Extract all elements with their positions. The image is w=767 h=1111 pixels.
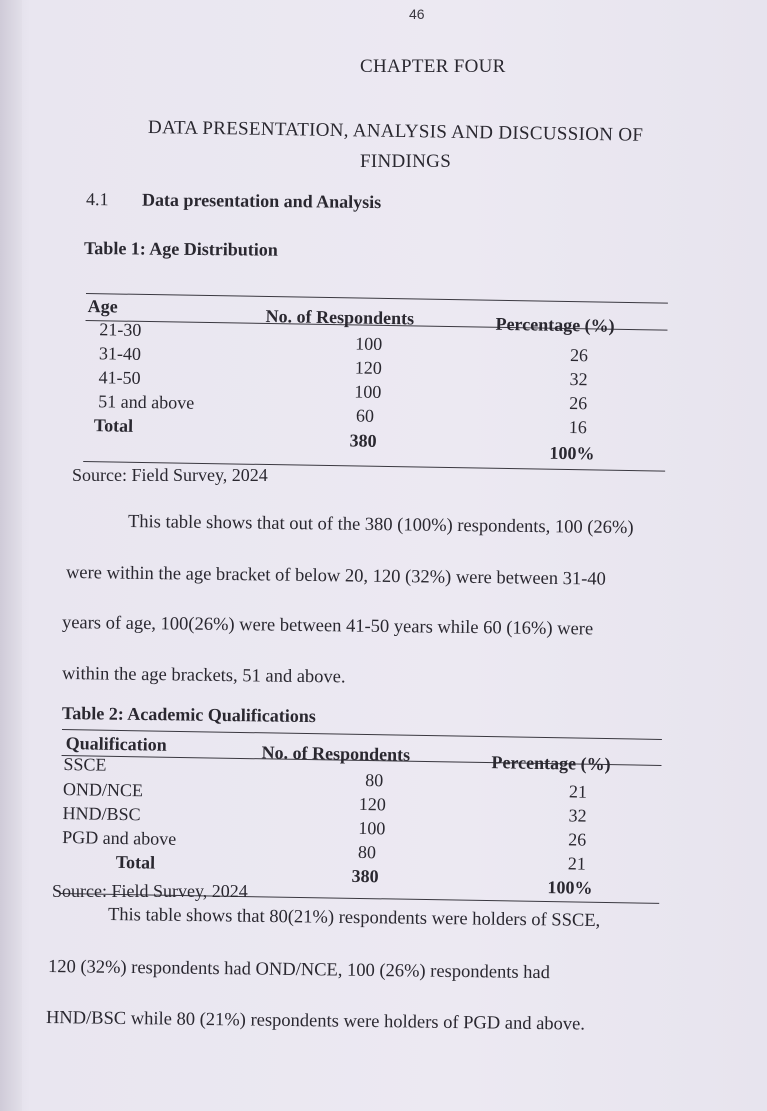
table2-row2-count: 120 — [358, 793, 386, 815]
table2-row3-qualification: HND/BSC — [62, 803, 141, 825]
page-binding-edge — [0, 0, 22, 1111]
table2-source: Source: Field Survey, 2024 — [52, 881, 248, 901]
table2-row3-pct: 26 — [568, 829, 587, 850]
paragraph2-line2: 120 (32%) respondents had OND/NCE, 100 (26%) respondents had — [47, 957, 551, 984]
table1-row4-age: 51 and above — [98, 391, 195, 413]
table1-caption: Table 1: Age Distribution — [83, 238, 278, 260]
table2-row1-pct: 21 — [568, 781, 588, 802]
table1-row2-pct: 32 — [569, 369, 588, 390]
table2-header-qualification: Qualification — [65, 733, 167, 755]
table2-row1-count: 80 — [365, 770, 384, 791]
table1-row2-count: 120 — [354, 357, 382, 378]
table1-row4-pct: 16 — [568, 417, 588, 438]
paragraph1-line2: were within the age bracket of below 20, 120 (32%) were between 31-40 — [65, 563, 606, 590]
section-heading — [86, 189, 381, 213]
table2-row2-qualification: OND/NCE — [62, 779, 144, 801]
section-title: Data presentation and Analysis — [141, 189, 382, 213]
table1-header-percentage: Percentage (%) — [495, 313, 615, 336]
table1-row4-count: 60 — [355, 405, 375, 426]
table1-row3-age: 41-50 — [98, 367, 141, 388]
table2-row1-qualification: SSCE — [63, 754, 107, 775]
table1-row1-age: 21-30 — [99, 319, 142, 340]
table2-row2-pct: 32 — [568, 805, 587, 826]
paragraph2-line3: HND/BSC while 80 (21%) respondents were holders of PGD and above. — [45, 1008, 586, 1035]
table1-total-pct: 100% — [549, 442, 595, 464]
table1-top-rule — [86, 293, 668, 304]
table2-row3-count: 100 — [358, 817, 386, 839]
table1-total-label: Total — [93, 415, 134, 436]
table1 — [83, 293, 668, 478]
table2-row4-pct: 21 — [567, 853, 587, 874]
chapter-heading: CHAPTER FOUR — [360, 56, 506, 77]
table1-header-age: Age — [87, 296, 118, 317]
table2-total-pct: 100% — [547, 877, 593, 898]
table1-row1-pct: 26 — [569, 345, 589, 366]
table2-row4-qualification: PGD and above — [62, 827, 177, 849]
paragraph1-line4: within the age brackets, 51 and above. — [61, 664, 346, 688]
table2-row4-count: 80 — [357, 841, 377, 863]
table2-total-count: 380 — [351, 865, 379, 887]
table1-header-respondents: No. of Respondents — [265, 305, 415, 329]
table1-source: Source: Field Survey, 2024 — [72, 465, 268, 485]
table1-row3-count: 100 — [354, 381, 382, 402]
table1-row1-count: 100 — [355, 333, 383, 354]
table2-caption: Table 2: Academic Qualifications — [61, 703, 316, 727]
chapter-title-line-2: FINDINGS — [360, 151, 452, 172]
paragraph1-line3: years of age, 100(26%) were between 41-50 years while 60 (16%) were — [61, 613, 594, 640]
paragraph1-line1: This table shows that out of the 380 (100%) respondents, 100 (26%) — [127, 512, 634, 539]
page-number: 46 — [409, 6, 425, 22]
table2-header-respondents: No. of Respondents — [261, 742, 411, 765]
section-number: 4.1 — [85, 189, 109, 210]
table1-row3-pct: 26 — [569, 393, 588, 414]
table2-total-label: Total — [115, 851, 156, 873]
table1-total-count: 380 — [349, 430, 377, 451]
chapter-title-line-1: DATA PRESENTATION, ANALYSIS AND DISCUSSION OF — [147, 117, 644, 146]
table1-row2-age: 31-40 — [98, 343, 142, 364]
table2-header-percentage: Percentage (%) — [491, 752, 611, 775]
paragraph2-line1: This table shows that 80(21%) respondents were holders of SSCE, — [107, 905, 601, 932]
